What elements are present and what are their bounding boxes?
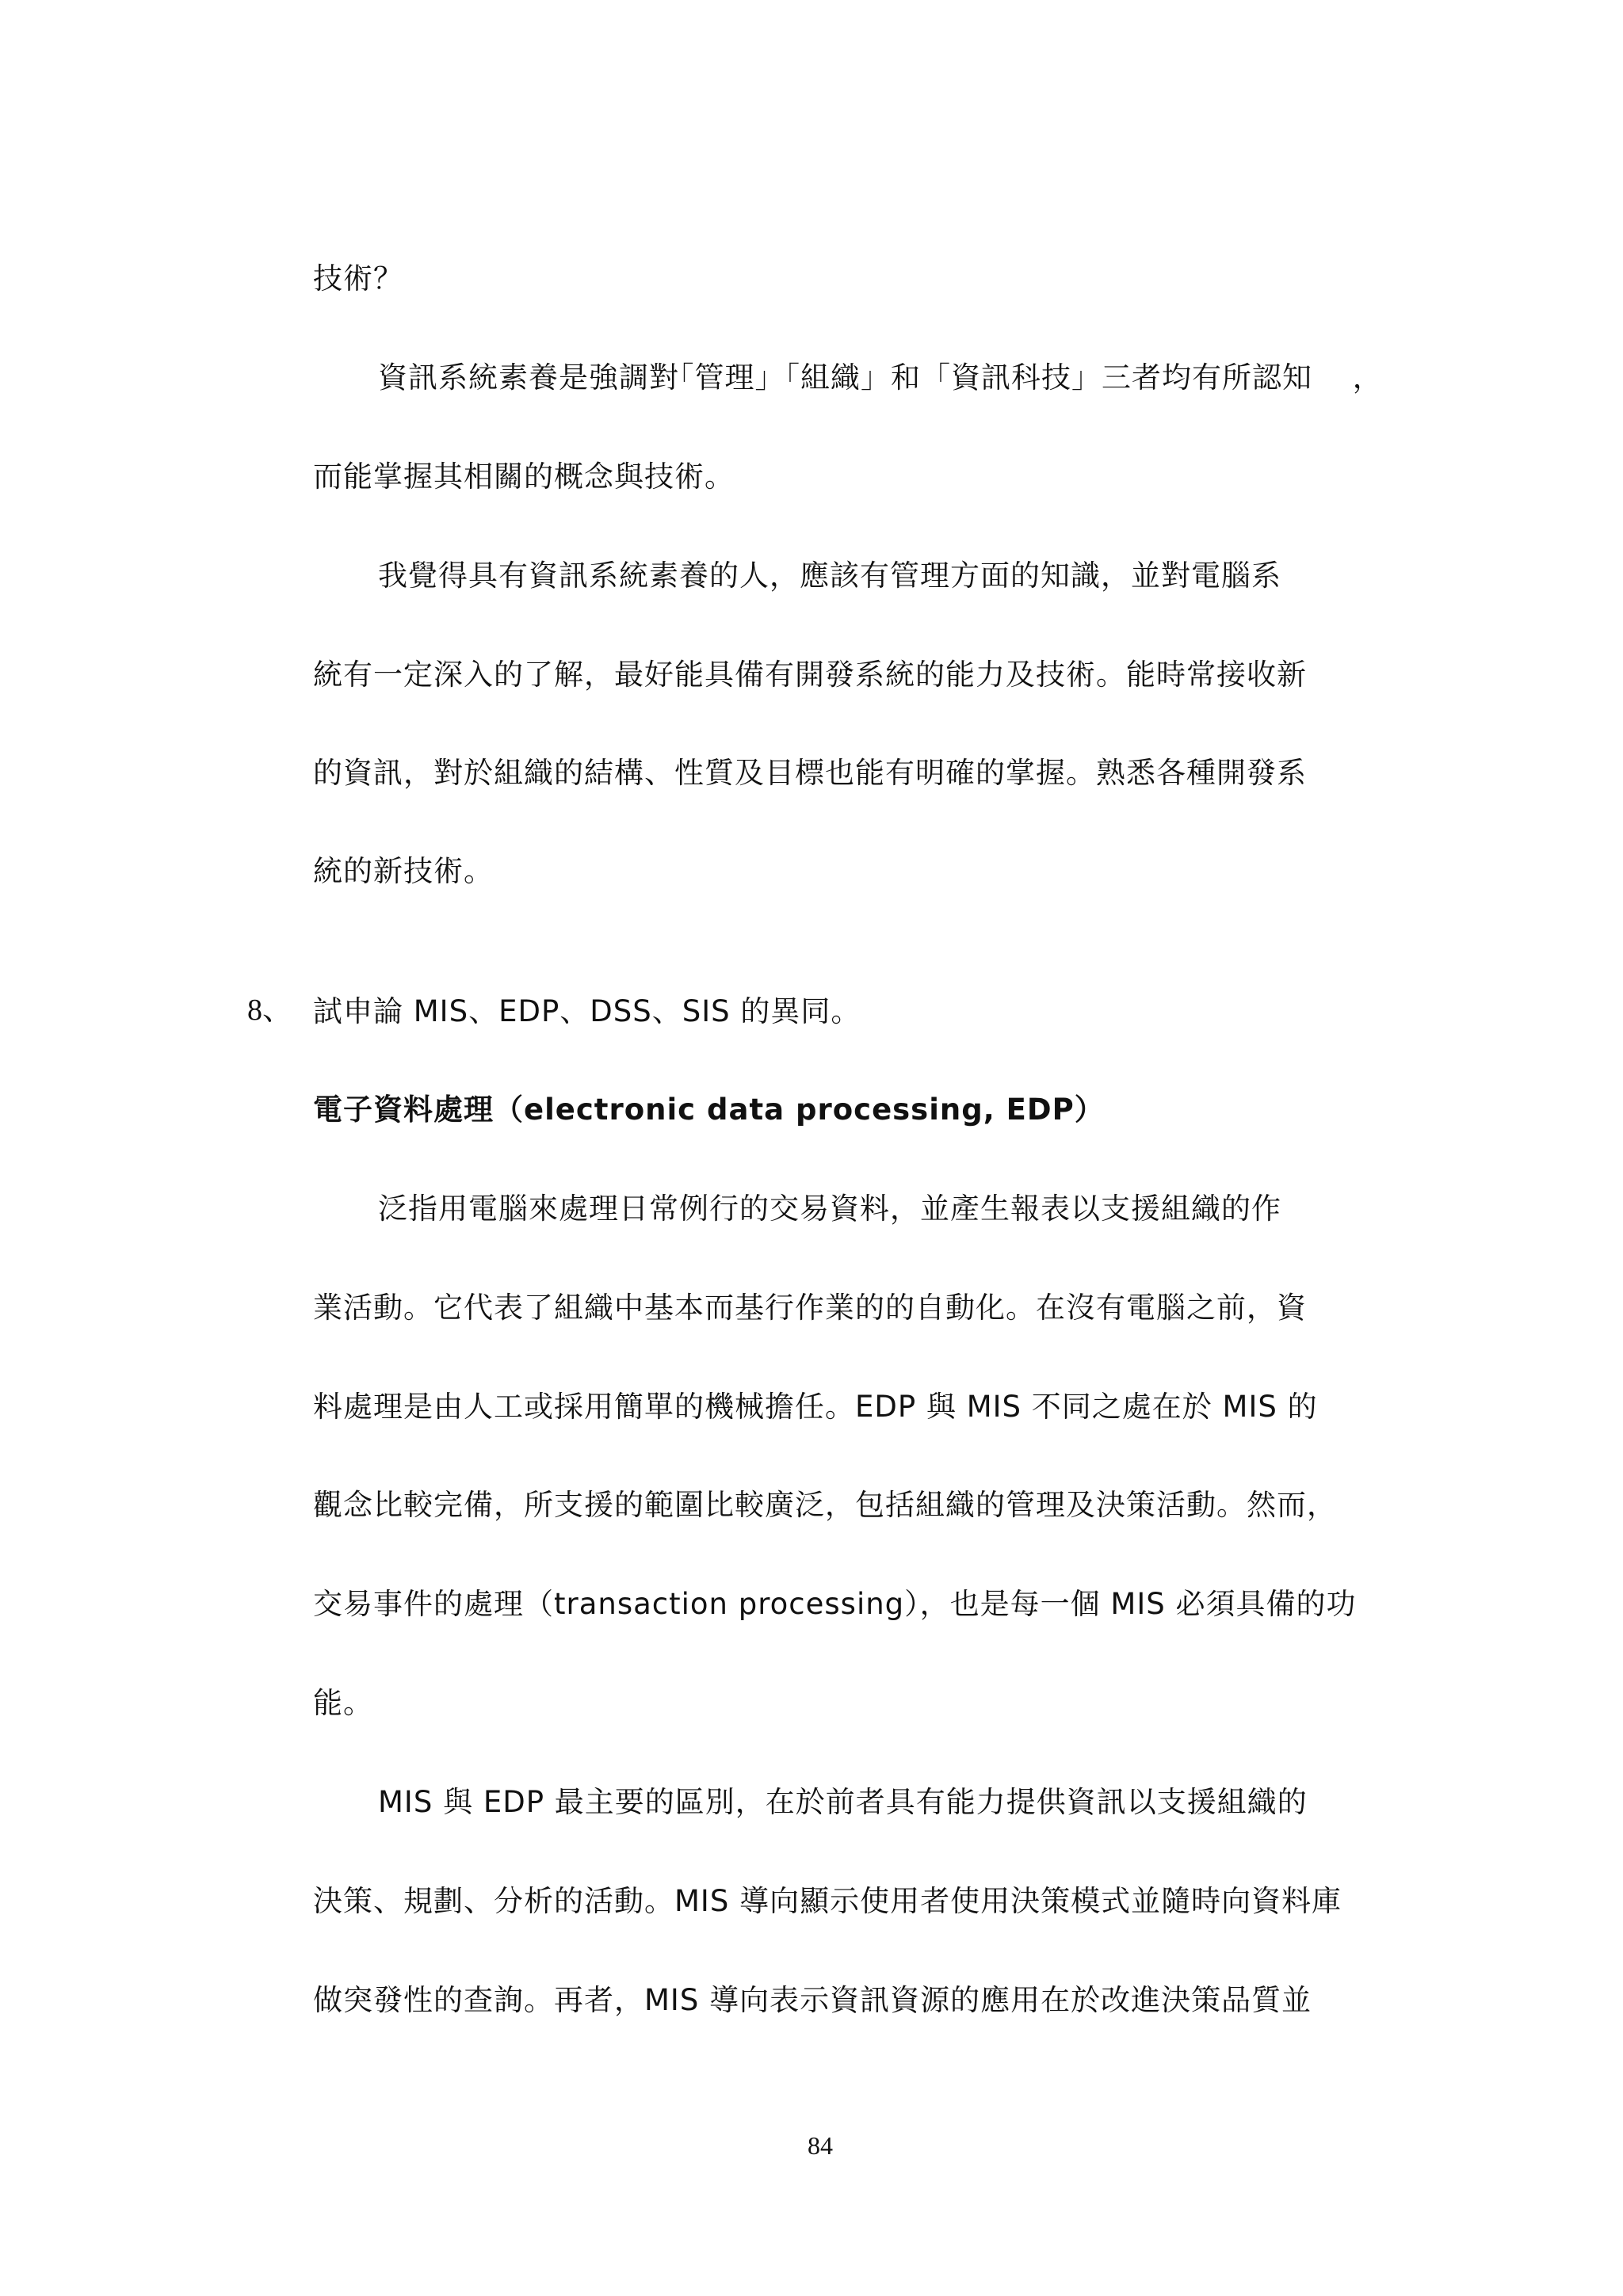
body-line-3: 料處理是由人工或採用簡單的機械擔任。EDP 與 MIS 不同之處在於 MIS 的 (313, 1390, 1318, 1424)
question-number: 8、 (247, 994, 293, 1027)
text-line-7: 統的新技術。 (313, 854, 494, 888)
text-line-2: 資訊系統素養是強調對｢管理｣「組織」和「資訊科技」三者均有所認知 ， (378, 360, 1383, 395)
text-line-1: 技術？ (313, 261, 403, 296)
body-line-4: 觀念比較完備，所支援的範圍比較廣泛，包括組織的管理及決策活動。然而， (313, 1488, 1337, 1522)
body-line-8: 決策、規劃、分析的活動。MIS 導向顯示使用者使用決策模式並隨時向資料庫 (313, 1884, 1342, 1918)
text-line-3: 而能掌握其相關的概念與技術。 (313, 460, 735, 494)
page-number: 84 (808, 2131, 833, 2160)
text-line-4: 我覺得具有資訊系統素養的人，應該有管理方面的知識，並對電腦系 (378, 559, 1281, 593)
body-line-5: 交易事件的處理（transaction processing），也是每一個 MIS 必須具備的功 (313, 1587, 1357, 1621)
question-text: 試申論 MIS、EDP、DSS、SIS 的異同。 (313, 994, 861, 1028)
body-line-6: 能。 (313, 1686, 373, 1720)
section-heading: 電子資料處理（electronic data processing, EDP） (313, 1093, 1105, 1127)
body-line-7: MIS 與 EDP 最主要的區別，在於前者具有能力提供資訊以支援組織的 (378, 1785, 1308, 1819)
body-line-9: 做突發性的查詢。再者，MIS 導向表示資訊資源的應用在於改進決策品質並 (313, 1983, 1312, 2017)
text-line-6: 的資訊，對於組織的結構、性質及目標也能有明確的掌握。熟悉各種開發系 (313, 756, 1307, 790)
body-line-2: 業活動。它代表了組織中基本而基行作業的的自動化。在沒有電腦之前，資 (313, 1291, 1307, 1325)
body-line-1: 泛指用電腦來處理日常例行的交易資料，並產生報表以支援組織的作 (378, 1192, 1281, 1226)
text-line-5: 統有一定深入的了解，最好能具備有開發系統的能力及技術。能時常接收新 (313, 658, 1307, 692)
